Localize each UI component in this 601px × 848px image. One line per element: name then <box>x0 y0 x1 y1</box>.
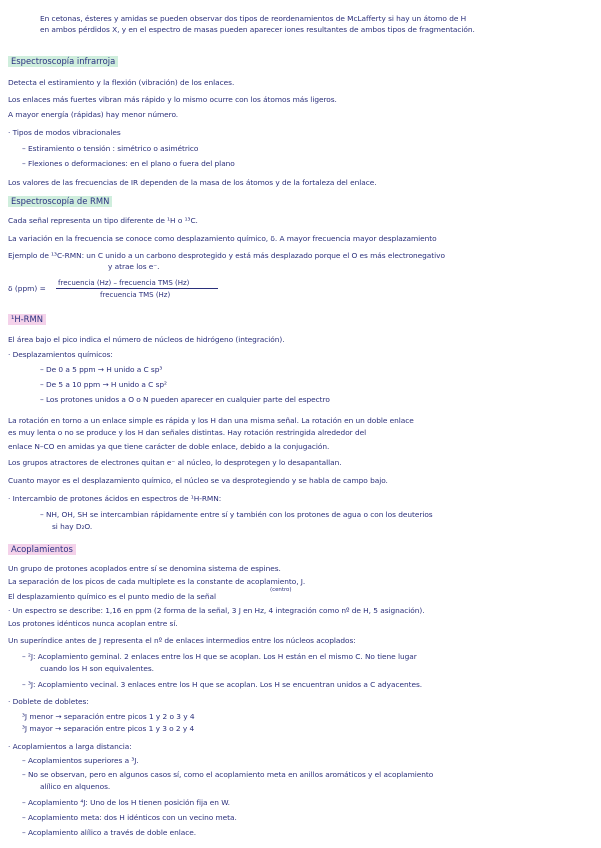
hrmn-exchange-1: – NH, OH, SH se intercambian rápidamente entre sí y también con los protones de agua o con los deuterios <box>40 510 433 519</box>
hrmn-line-1: El área bajo el pico indica el número de núcleos de hidrógeno (integración). <box>8 335 285 344</box>
hrmn-rotation-3: enlace N–CO en amidas ya que tiene carácter de doble enlace, debido a la conjugación. <box>8 442 330 451</box>
ir-line-1: Detecta el estiramiento y la flexión (vibración) de los enlaces. <box>8 78 235 87</box>
long-range-6: – Acoplamiento alílico a través de doble enlace. <box>22 828 197 837</box>
rmn-heading: Espectroscopía de RMN <box>8 196 112 207</box>
hrmn-shift-3: – Los protones unidos a O o N pueden aparecer en cualquier parte del espectro <box>40 395 330 404</box>
hrmn-exchange-title: · Intercambio de protones ácidos en espectros de ¹H-RMN: <box>8 494 222 503</box>
delta-formula-lhs: δ (ppm) = <box>8 284 46 293</box>
doublet-line-1: ³J menor → separación entre picos 1 y 2 o 3 y 4 <box>22 712 195 721</box>
hrmn-rotation-5: Cuanto mayor es el desplazamiento químico, el núcleo se va desprotegiendo y se habla de campo bajo. <box>8 476 388 485</box>
hrmn-shift-1: – De 0 a 5 ppm → H unido a C sp³ <box>40 365 163 374</box>
ir-mode-2: – Flexiones o deformaciones: en el plano o fuera del plano <box>22 159 235 168</box>
long-range-2: – No se observan, pero en algunos casos sí, como el acoplamiento meta en anillos aromáticos y el acoplamiento <box>22 770 434 779</box>
coupling-line-3: El desplazamiento químico es el punto medio de la señal <box>8 592 217 601</box>
long-range-title: · Acoplamientos a larga distancia: <box>8 742 132 751</box>
coupling-type-3: – ³J: Acoplamiento vecinal. 3 enlaces entre los H que se acoplan. Los H se encuentran unidos a C adyacentes. <box>22 680 423 689</box>
coupling-line-2: La separación de los picos de cada multiplete es la constante de acoplamiento, J. <box>8 577 306 586</box>
ir-line-3: A mayor energía (rápidas) hay menor número. <box>8 110 179 119</box>
long-range-5: – Acoplamiento meta: dos H idénticos con un vecino meta. <box>22 813 237 822</box>
hrmn-rotation-1: La rotación en torno a un enlace simple es rápida y los H dan una misma señal. La rotación en un doble enlace <box>8 416 414 425</box>
coupling-heading: Acoplamientos <box>8 544 76 555</box>
long-range-1: – Acoplamientos superiores a ³J. <box>22 756 139 765</box>
long-range-3: alílico en alquenos. <box>40 782 111 791</box>
delta-formula-bar <box>56 288 218 289</box>
delta-formula-denominator: frecuencia TMS (Hz) <box>100 291 171 299</box>
doublet-title: · Doblete de dobletes: <box>8 697 89 706</box>
intro-line-2: en ambos pérdidos X, y en el espectro de masas pueden aparecer iones resultantes de ambos tipos de fragmentación. <box>40 25 475 34</box>
rmn-line-2: La variación en la frecuencia se conoce como desplazamiento químico, δ. A mayor frecuencia mayor desplazamiento <box>8 234 437 243</box>
intro-line-1: En cetonas, ésteres y amidas se pueden observar dos tipos de reordenamientos de McLafferty si hay un átomo de H <box>40 14 467 23</box>
hrmn-heading: ¹H-RMN <box>8 314 46 325</box>
hrmn-shift-2: – De 5 a 10 ppm → H unido a C sp² <box>40 380 167 389</box>
coupling-line-5: Los protones idénticos nunca acoplan entre sí. <box>8 619 178 628</box>
coupling-line-4: · Un espectro se describe: 1,16 en ppm (2 forma de la señal, 3 J en Hz, 4 integración como nº de H, 5 asignación). <box>8 606 425 615</box>
coupling-type-2: cuando los H son equivalentes. <box>40 664 154 673</box>
hrmn-exchange-2: si hay D₂O. <box>52 522 93 531</box>
coupling-type-1: – ²J: Acoplamiento geminal. 2 enlaces entre los H que se acoplan. Los H están en el mismo C. No tiene lugar <box>22 652 417 661</box>
rmn-line-3: Ejemplo de ¹³C-RMN: un C unido a un carbono desprotegido y está más desplazado porque el O es más electronegativo <box>8 251 445 260</box>
coupling-line-6: Un superíndice antes de J representa el nº de enlaces intermedios entre los núcleos acoplados: <box>8 636 356 645</box>
coupling-superscript-note: (centro) <box>270 587 292 593</box>
ir-mode-1: – Estiramiento o tensión : simétrico o asimétrico <box>22 144 199 153</box>
hrmn-rotation-4: Los grupos atractores de electrones quitan e⁻ al núcleo, lo desprotegen y lo desapantallan. <box>8 458 342 467</box>
hrmn-line-2: · Desplazamientos químicos: <box>8 350 113 359</box>
ir-line-2: Los enlaces más fuertes vibran más rápido y lo mismo ocurre con los átomos más ligeros. <box>8 95 337 104</box>
rmn-line-4: y atrae los e⁻. <box>108 262 160 271</box>
ir-closing: Los valores de las frecuencias de IR dependen de la masa de los átomos y de la fortaleza del enlace. <box>8 178 377 187</box>
ir-heading: Espectroscopía infrarroja <box>8 56 118 67</box>
delta-formula-numerator: frecuencia (Hz) – frecuencia TMS (Hz) <box>58 279 190 287</box>
rmn-line-1: Cada señal representa un tipo diferente de ¹H o ¹³C. <box>8 216 198 225</box>
coupling-line-1: Un grupo de protones acoplados entre sí se denomina sistema de espines. <box>8 564 281 573</box>
ir-modes-title: · Tipos de modos vibracionales <box>8 128 121 137</box>
long-range-4: – Acoplamiento ⁴J: Uno de los H tienen posición fija en W. <box>22 798 230 807</box>
doublet-line-2: ³J mayor → separación entre picos 1 y 3 o 2 y 4 <box>22 724 195 733</box>
hrmn-rotation-2: es muy lenta o no se produce y los H dan señales distintas. Hay rotación restringida alrededor del <box>8 428 367 437</box>
